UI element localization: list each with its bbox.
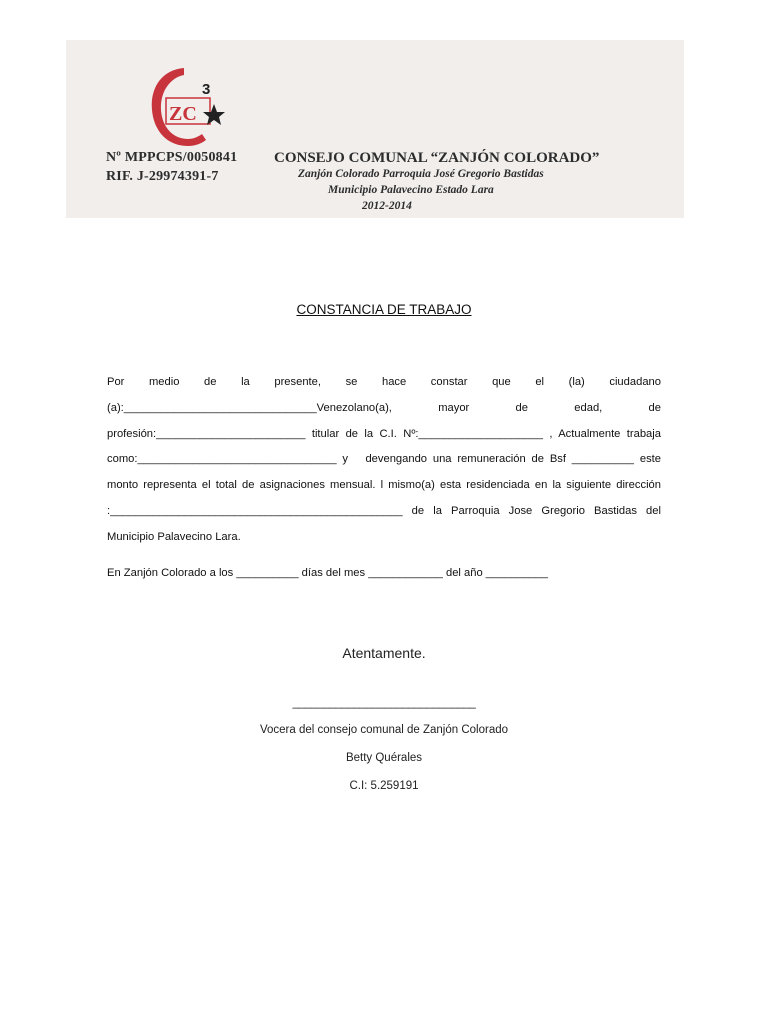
council-logo (144, 60, 228, 156)
council-name: CONSEJO COMUNAL “ZANJÓN COLORADO” (274, 150, 600, 166)
date-line: En Zanjón Colorado a los __________ días del mes ____________ del año __________ (107, 567, 549, 579)
registration-number: Nº MPPCPS/0050841 (106, 150, 238, 165)
signer-name: Betty Quérales (345, 752, 423, 764)
logo-letters: ZC (169, 103, 197, 125)
letterhead (66, 40, 684, 218)
signature-line: ______________________________ (292, 697, 476, 709)
rif-number: RIF. J-29974391-7 (106, 169, 219, 184)
certificate-paragraph (107, 370, 665, 551)
signer-id: C.I: 5.259191 (349, 780, 419, 792)
council-subtitle-1: Zanjón Colorado Parroquia José Gregorio Bastidas (298, 168, 544, 180)
council-subtitle-2: Municipio Palavecino Estado Lara (328, 184, 494, 196)
council-period: 2012-2014 (362, 200, 412, 212)
document-title: CONSTANCIA DE TRABAJO (296, 302, 472, 317)
salutation: Atentamente. (342, 645, 426, 661)
paragraph-part-2: (a):_______________________________Venezolano(a), mayor de edad, de profesión:________________________ titular de la C.I. Nº:____________________ , Actualmente trabaja como:________________________________ y devengando una remuneración de Bsf __________ este monto representa el total de asignaciones mensual. l mismo(a) esta residenciada en la siguiente dirección :_______________________________________________ de la Parroquia Jose Gregorio Bastidas del Municipio Palavecino Lara. (107, 401, 665, 543)
logo-superscript: 3 (202, 81, 211, 98)
paragraph-part-1: Por medio de la presente, se hace constar que el (la) ciudadano (107, 376, 665, 388)
signer-role: Vocera del consejo comunal de Zanjón Colorado (259, 724, 509, 736)
